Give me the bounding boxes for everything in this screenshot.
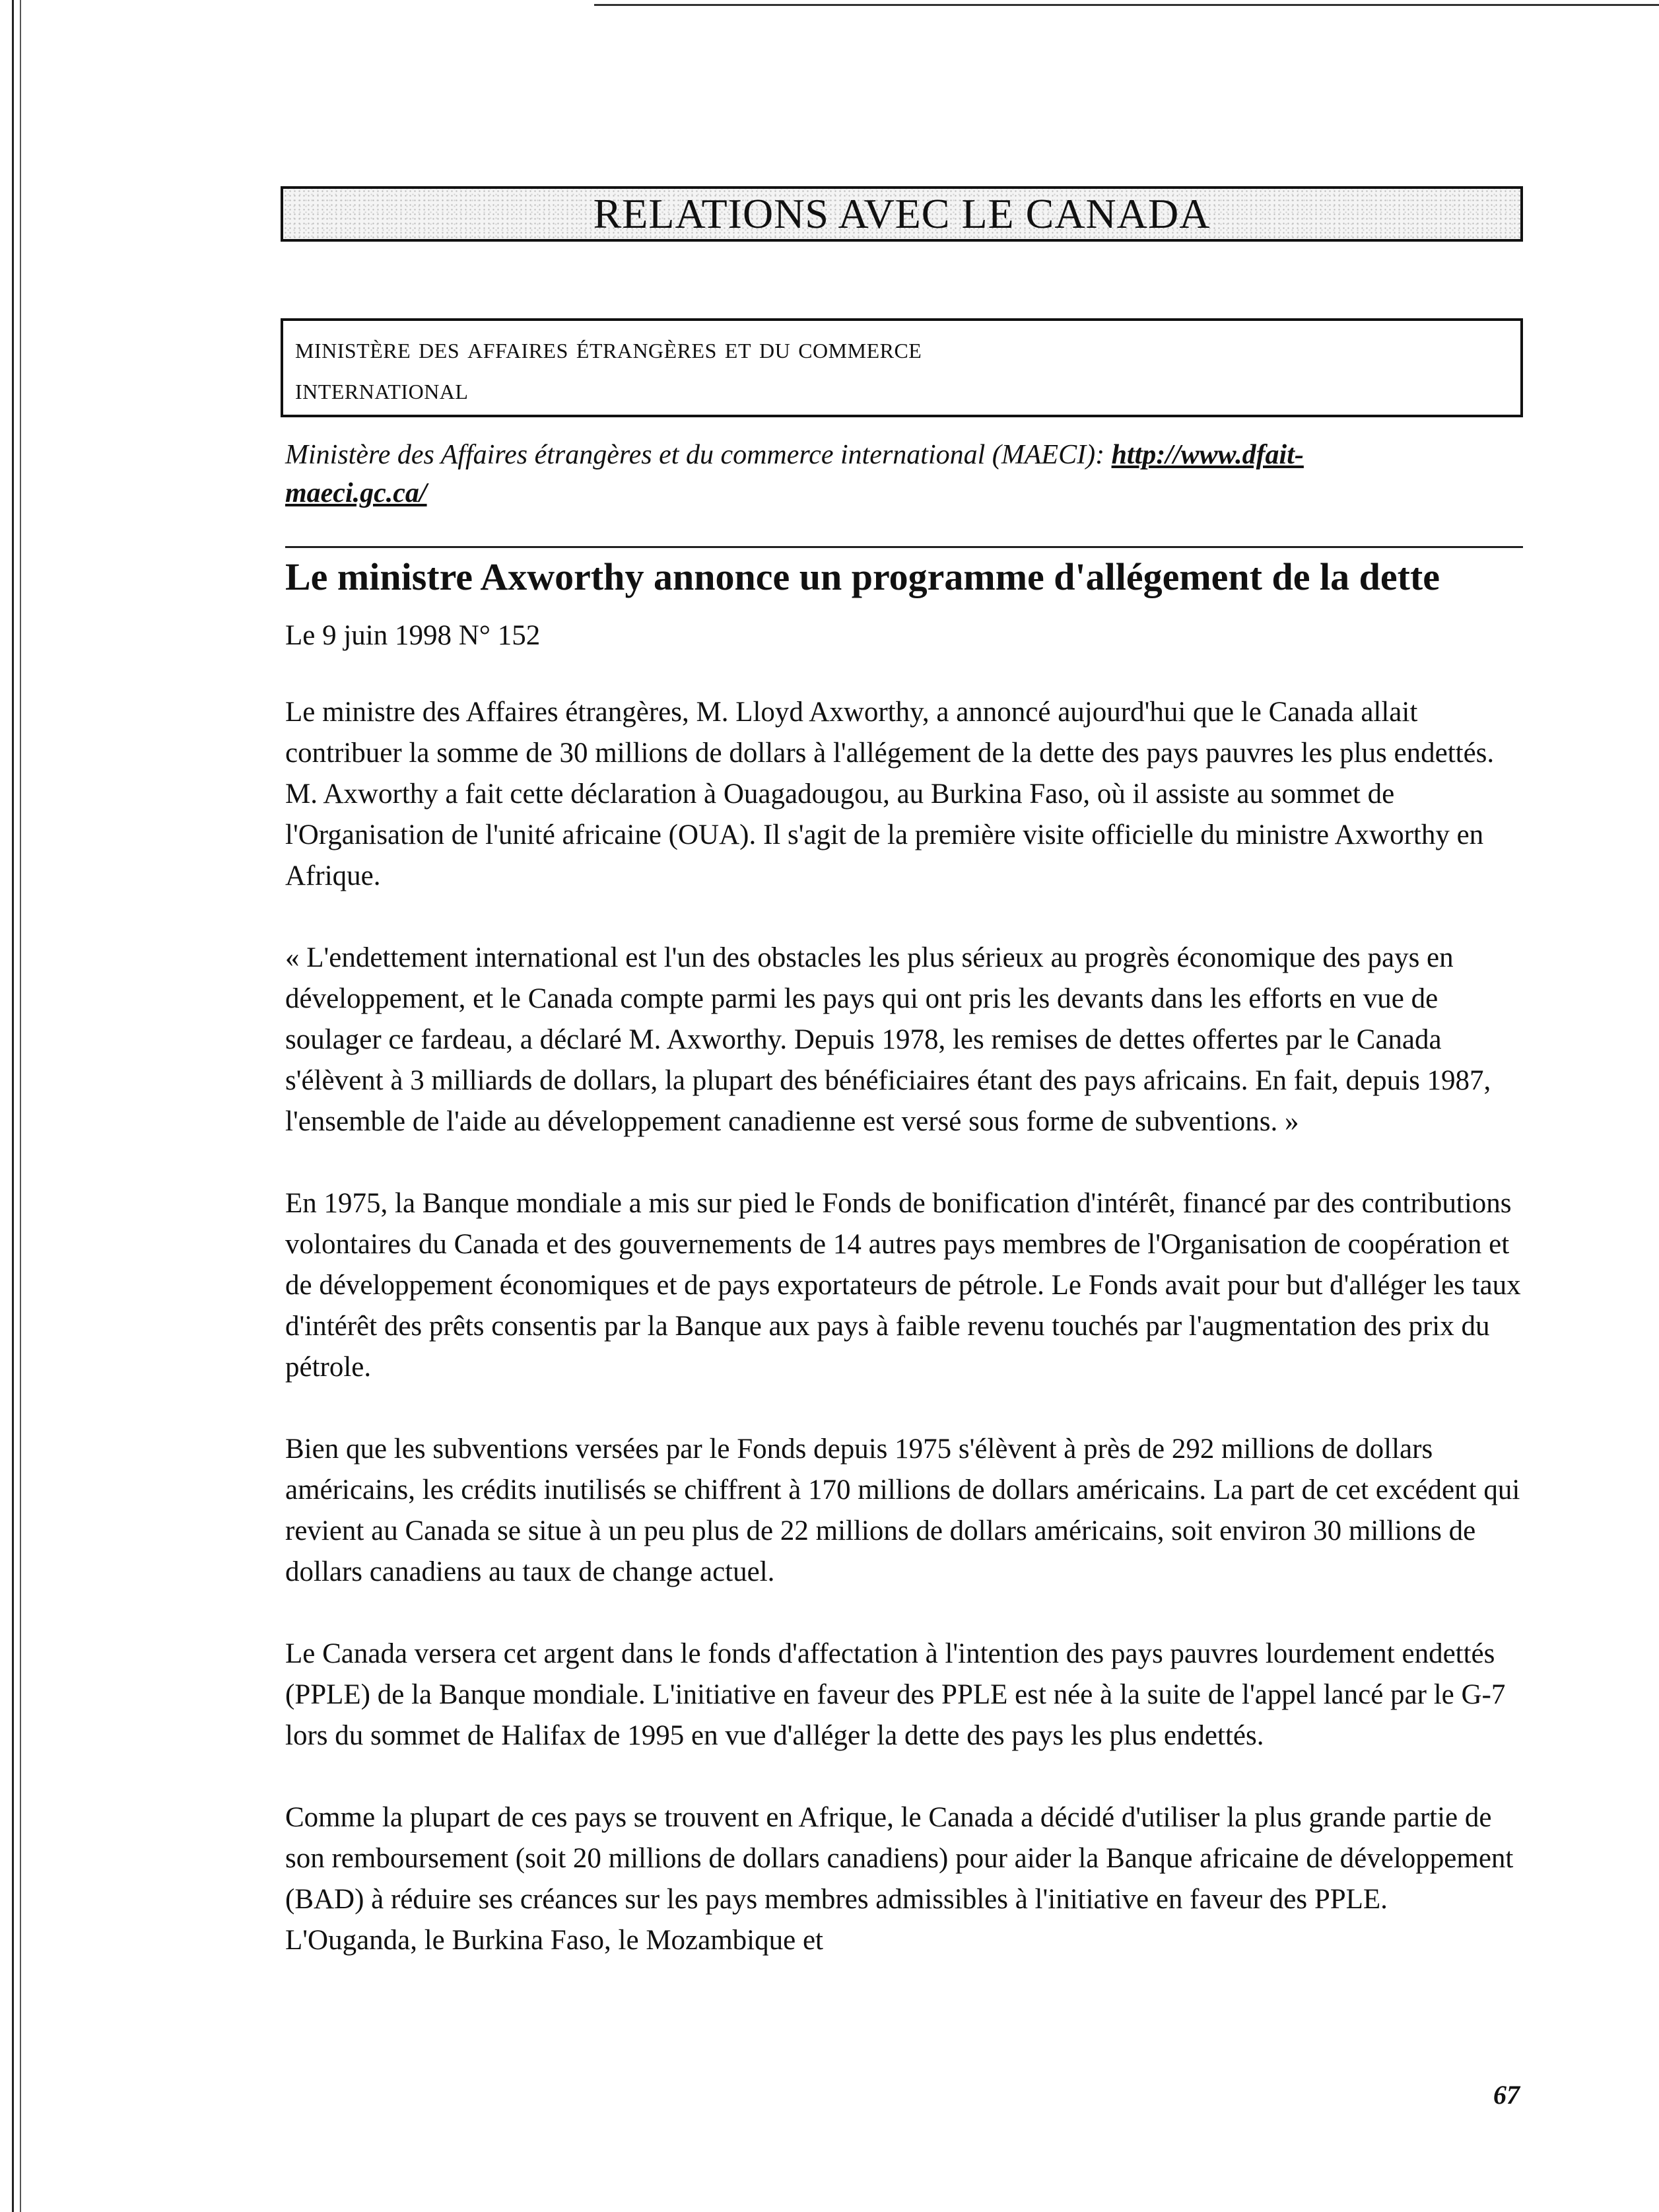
article-paragraph-1: Le ministre des Affaires étrangères, M. Lloyd Axworthy, a annoncé aujourd'hui que le Canada allait contribuer la somme de 30 millions de dollars à l'allégement de la dette des pays pauvres les plus endettés. M. Axworthy a fait cette déclaration à Ouagadougou, au Burkina Faso, où il assiste au sommet de l'Organisation de l'unité africaine (OUA). Il s'agit de la première visite officielle du ministre Axworthy en Afrique. [285, 697, 1495, 891]
page-left-edge [12, 0, 14, 2212]
section-title: RELATIONS AVEC LE CANADA [593, 190, 1211, 237]
page-top-edge [594, 4, 1659, 6]
ministry-reference-label: Ministère des Affaires étrangères et du commerce international (MAECI): [285, 440, 1105, 470]
article-body [285, 692, 1521, 2002]
ministry-title [295, 328, 1508, 409]
article-paragraph-5: Le Canada versera cet argent dans le fonds d'affectation à l'intention des pays pauvres lourdement endettés (PPLE) de la Banque mondiale. L'initiative en faveur des PPLE est née à la suite de l'appel lancé par le G-7 lors du sommet de Halifax de 1995 en vue d'alléger la dette des pays les plus endettés. [285, 1638, 1506, 1751]
page-number: 67 [1493, 2080, 1520, 2110]
ministry-reference [285, 436, 1526, 512]
ministry-box [281, 318, 1523, 417]
page-left-edge-inner [20, 0, 21, 2212]
article-dateline: Le 9 juin 1998 N° 152 [285, 620, 541, 651]
ministry-title-line-2: international [295, 372, 469, 405]
article-paragraph-4: Bien que les subventions versées par le Fonds depuis 1975 s'élèvent à près de 292 millions de dollars américains, les crédits inutilisés se chiffrent à 170 millions de dollars américains. La part de cet excédent qui revient au Canada se situe à un peu plus de 22 millions de dollars américains, soit environ 30 millions de dollars canadiens au taux de change actuel. [285, 1434, 1520, 1587]
ministry-url-line-1[interactable]: http://www.dfait- [1111, 440, 1304, 470]
headline-rule [285, 546, 1523, 548]
section-banner [281, 186, 1523, 242]
article-paragraph-3: En 1975, la Banque mondiale a mis sur pied le Fonds de bonification d'intérêt, financé par des contributions volontaires du Canada et des gouvernements de 14 autres pays membres de l'Organisation de coopération et de développement économiques et de pays exportateurs de pétrole. Le Fonds avait pour but d'alléger les taux d'intérêt des prêts consentis par la Banque aux pays à faible revenu touchés par l'augmentation des prix du pétrole. [285, 1188, 1521, 1383]
ministry-url-line-2[interactable]: maeci.gc.ca/ [285, 478, 427, 508]
article-paragraph-6: Comme la plupart de ces pays se trouvent en Afrique, le Canada a décidé d'utiliser la plus grande partie de son remboursement (soit 20 millions de dollars canadiens) pour aider la Banque africaine de développement (BAD) à réduire ses créances sur les pays membres admissibles à l'initiative en faveur des PPLE. L'Ouganda, le Burkina Faso, le Mozambique et [285, 1802, 1514, 1956]
ministry-title-line-1: ministère des affaires étrangères et du commerce [295, 331, 922, 364]
article-paragraph-2: « L'endettement international est l'un des obstacles les plus sérieux au progrès économique des pays en développement, et le Canada compte parmi les pays qui ont pris les devants dans les efforts en vue de soulager ce fardeau, a déclaré M. Axworthy. Depuis 1978, les remises de dettes offertes par le Canada s'élèvent à 3 milliards de dollars, la plupart des bénéficiaires étant des pays africains. En fait, depuis 1987, l'ensemble de l'aide au développement canadienne est versé sous forme de subventions. » [285, 942, 1491, 1137]
article-headline: Le ministre Axworthy annonce un programme d'allégement de la dette [285, 555, 1440, 598]
